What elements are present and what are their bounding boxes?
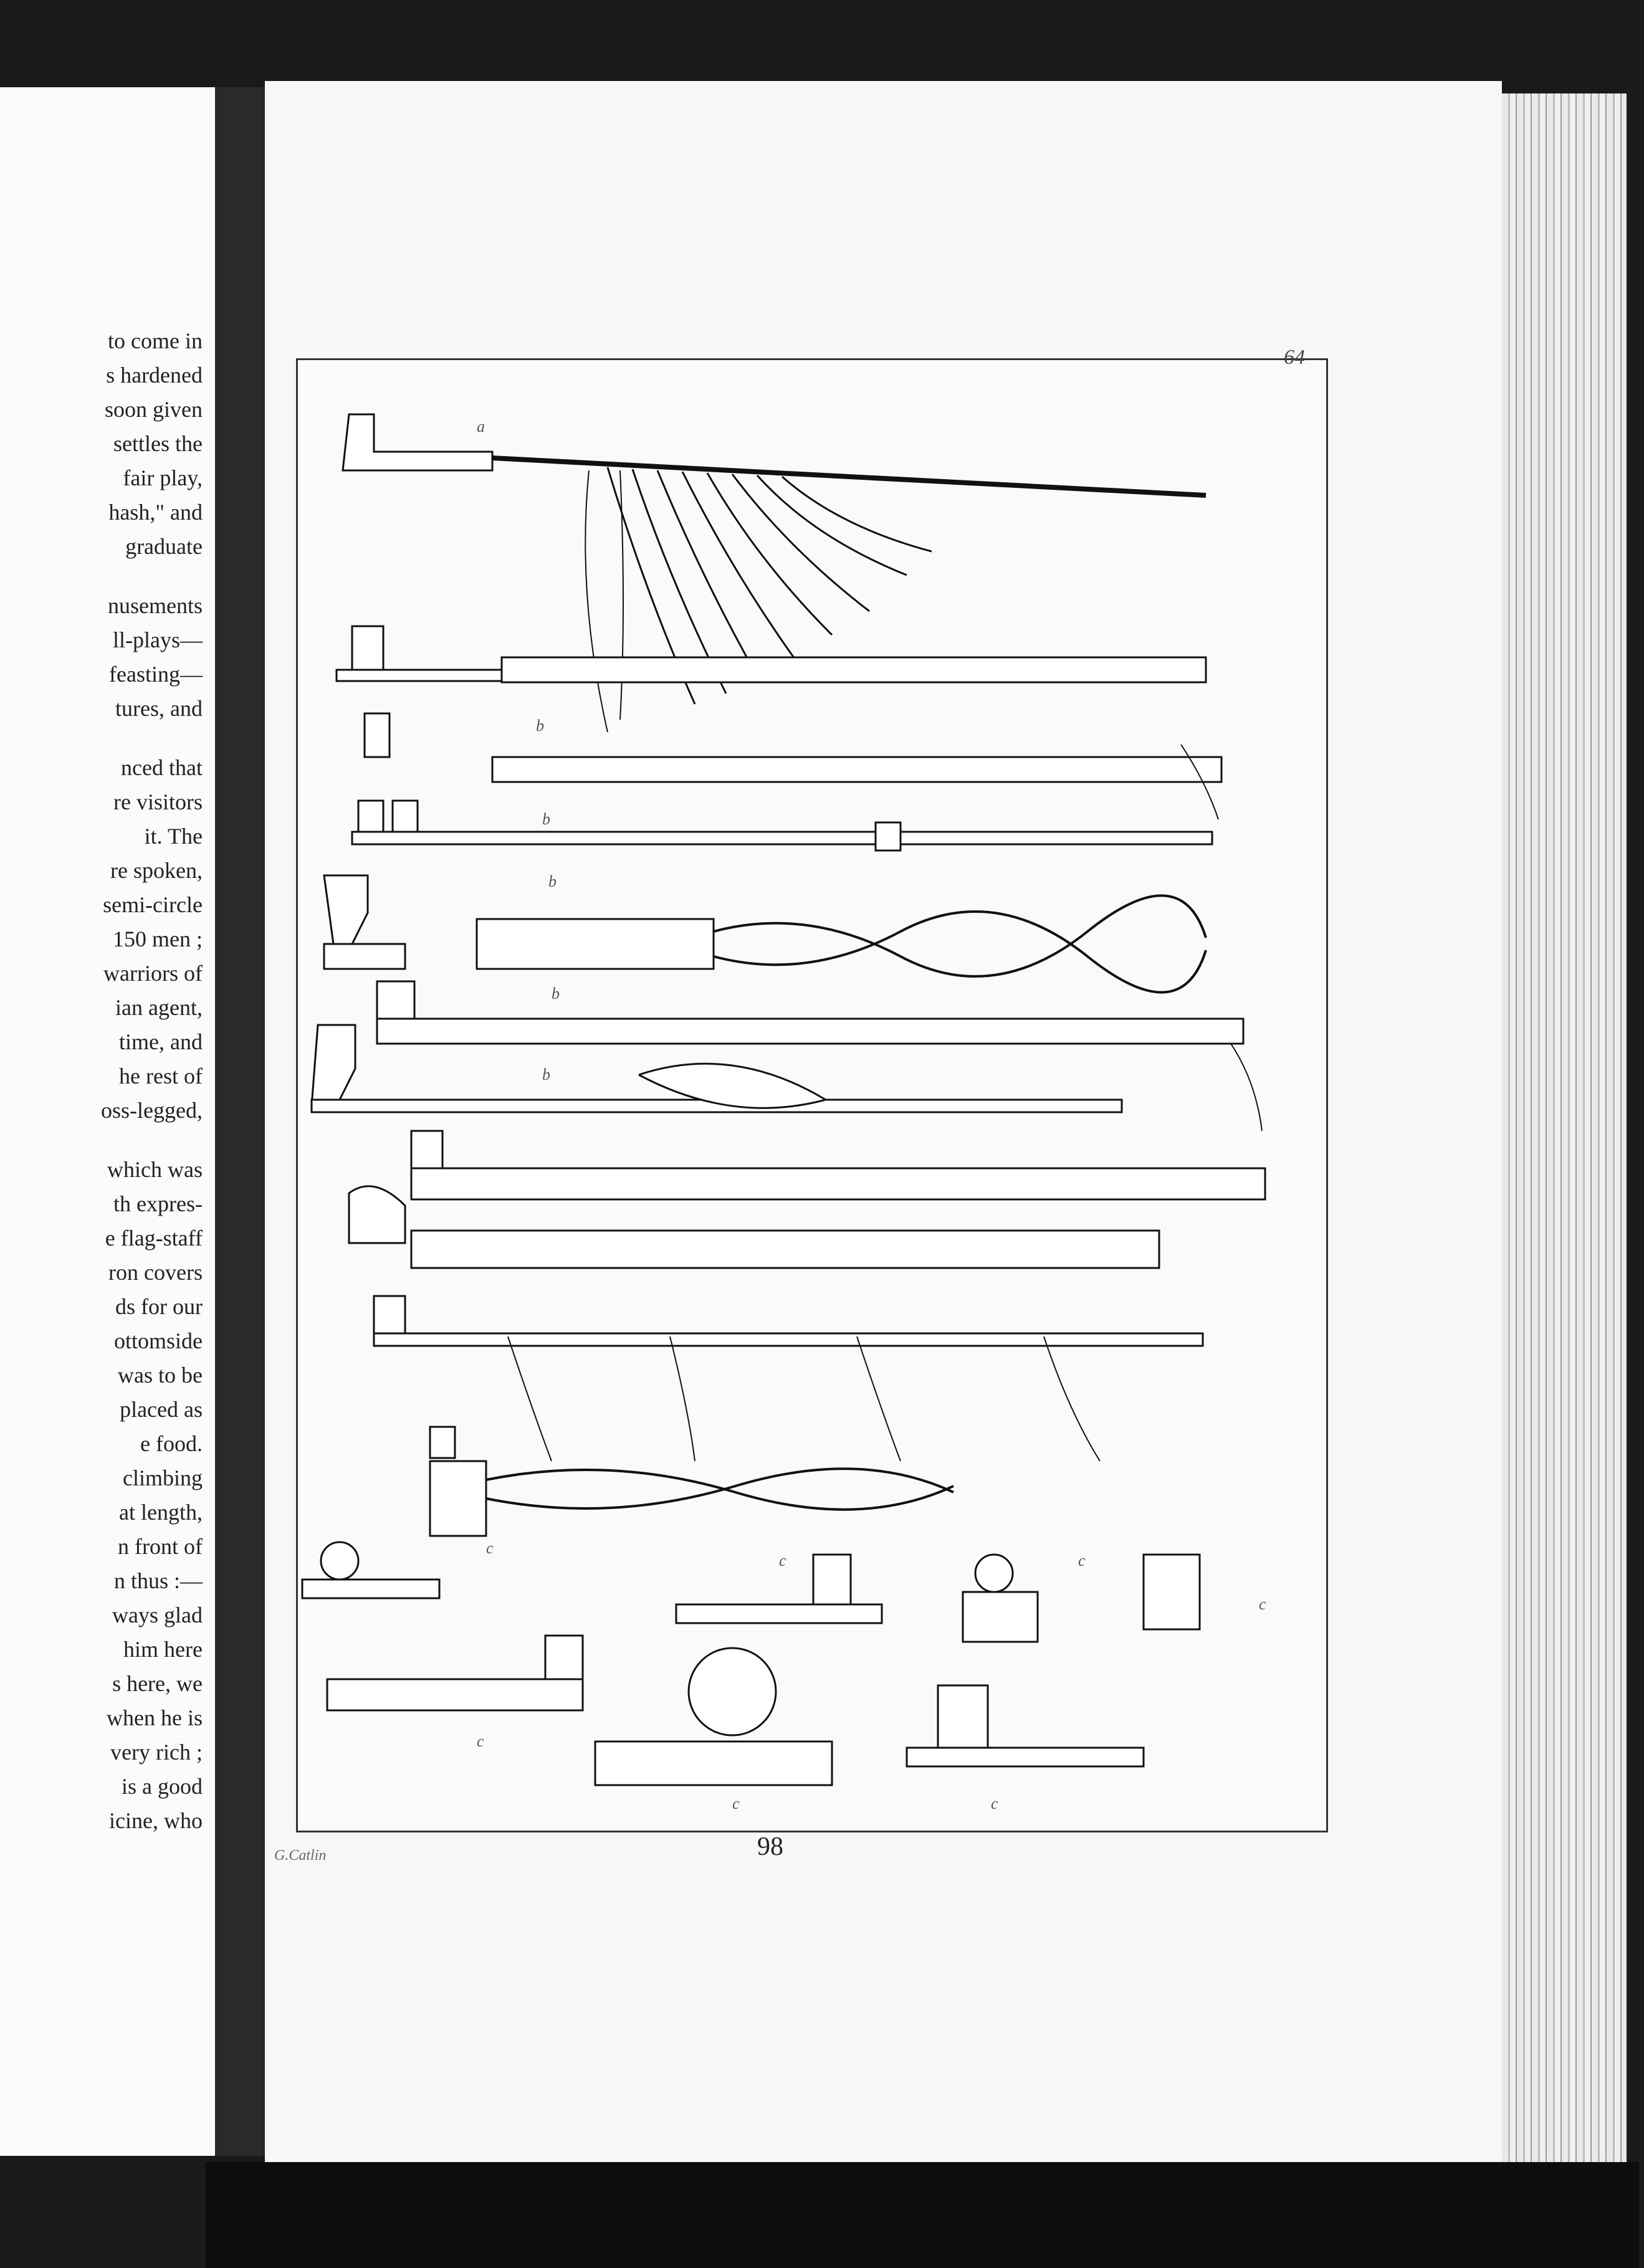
plate-number: 64	[1284, 346, 1305, 369]
figure-label-b: b	[548, 872, 557, 890]
page-number: 98	[757, 1832, 783, 1861]
figure-label-b: b	[552, 984, 560, 1003]
small-pipes-row-2	[327, 1636, 1144, 1785]
figure-label-c: c	[991, 1794, 998, 1813]
pipe-b2	[365, 713, 1221, 819]
pipe-b9	[374, 1296, 1203, 1461]
text-line: he rest of	[119, 1064, 203, 1089]
small-pipes-row-1	[302, 1542, 1200, 1642]
text-line: re spoken,	[110, 858, 203, 883]
text-line: th expres-	[113, 1191, 203, 1216]
text-line: ottomside	[114, 1328, 203, 1353]
figure-label-c: c	[1078, 1551, 1086, 1570]
book-gutter	[215, 87, 265, 2156]
text-line: at length,	[119, 1500, 203, 1525]
left-page	[0, 87, 215, 2156]
paragraph-gap	[3, 564, 203, 589]
text-line: hash," and	[108, 500, 203, 525]
text-line: oss-legged,	[101, 1098, 203, 1123]
text-line: re visitors	[113, 789, 203, 814]
text-line: s hardened	[106, 363, 203, 388]
text-line: ds for our	[115, 1294, 203, 1319]
text-line: nced that	[121, 755, 203, 780]
text-line: placed as	[120, 1397, 203, 1422]
figure-label-c: c	[732, 1794, 740, 1813]
text-line: which was	[107, 1157, 203, 1182]
pipe-b3	[352, 801, 1212, 850]
text-line: to come in	[108, 328, 203, 353]
text-line: fair play,	[123, 465, 203, 490]
figure-label-b: b	[536, 717, 544, 735]
text-line: s here, we	[112, 1671, 203, 1696]
text-line: ways glad	[112, 1603, 203, 1627]
text-line: when he is	[107, 1705, 203, 1730]
figure-label-c: c	[1259, 1595, 1266, 1613]
text-line: warriors of	[103, 961, 203, 986]
text-line: semi-circle	[103, 892, 203, 917]
text-line: is a good	[122, 1774, 203, 1799]
pipe-b7	[411, 1131, 1265, 1199]
text-line: him here	[123, 1637, 203, 1662]
bottom-shadow	[206, 2162, 1639, 2268]
text-line: n front of	[118, 1534, 203, 1559]
figure-label-c: c	[779, 1551, 786, 1570]
text-line: settles the	[113, 431, 203, 456]
text-line: graduate	[125, 534, 203, 559]
left-page-text	[3, 324, 203, 1838]
figure-label-a: a	[477, 417, 485, 436]
text-line: was to be	[118, 1363, 203, 1388]
text-line: ll-plays—	[113, 627, 203, 652]
paragraph-gap	[3, 726, 203, 751]
text-line: e flag-staff	[105, 1226, 203, 1251]
text-line: climbing	[123, 1465, 203, 1490]
pipes-engraving	[296, 358, 1324, 1829]
pipe-b1	[337, 626, 1206, 682]
paragraph-gap	[3, 1128, 203, 1153]
figure-label-c: c	[486, 1539, 494, 1557]
figure-label-b: b	[542, 1065, 550, 1084]
text-line: tures, and	[115, 696, 203, 721]
text-line: very rich ;	[110, 1740, 203, 1765]
figure-label-c: c	[477, 1732, 484, 1750]
figure-label-b: b	[542, 810, 550, 828]
text-line: icine, who	[109, 1808, 203, 1833]
text-line: ian agent,	[115, 995, 203, 1020]
pipe-a	[343, 414, 1206, 732]
text-line: 150 men ;	[113, 927, 203, 951]
text-line: nusements	[108, 593, 203, 618]
text-line: ron covers	[108, 1260, 203, 1285]
text-line: e food.	[140, 1431, 203, 1456]
text-line: n thus :—	[113, 1568, 203, 1593]
text-line: it. The	[144, 824, 203, 849]
text-line: feasting—	[109, 662, 203, 687]
text-line: soon given	[105, 397, 203, 422]
text-line: time, and	[119, 1029, 203, 1054]
artist-signature: G.Catlin	[274, 1847, 327, 1864]
pipe-b4	[324, 875, 1206, 993]
page-edges	[1502, 93, 1627, 2168]
